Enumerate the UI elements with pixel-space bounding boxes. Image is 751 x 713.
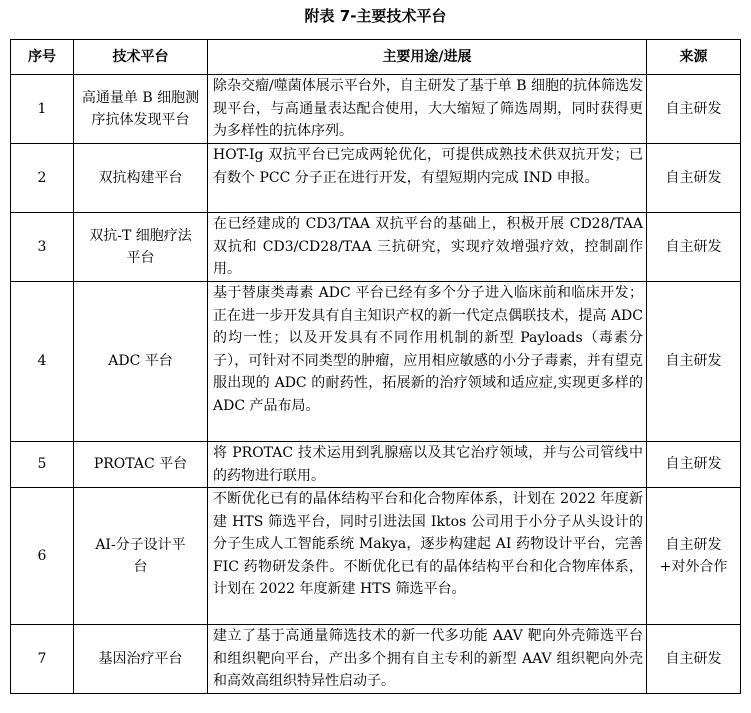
header-platform: 技术平台 — [74, 40, 208, 75]
row-use: 建立了基于高通量筛选技术的新一代多功能 AAV 靶向外壳筛选平台和组织靶向平台，产出多个拥有自主专利的新型 AAV 组织靶向外壳和高效高组织特异性启动子。 — [208, 625, 647, 694]
row-no: 7 — [11, 625, 74, 694]
row-platform: 高通量单 B 细胞测序抗体发现平台 — [74, 75, 208, 144]
row-platform: 双抗-T 细胞疗法平台 — [74, 213, 208, 282]
table-row — [11, 282, 741, 442]
row-use: 基于替康类毒素 ADC 平台已经有多个分子进入临床前和临床开发；正在进一步开发具有自主知识产权的新一代定点偶联技术，提高 ADC 的均一性；以及开发具有不同作用机制的新型 Payloads（毒素分子），可针对不同类型的肿瘤，应用相应敏感的小分子毒素，并有望克服出现的 ADC 的耐药性，拓展新的治疗领域和适应症,实现更多样的 ADC 产品布局。 — [208, 282, 647, 442]
table-title: 附表 7-主要技术平台 — [304, 7, 447, 25]
header-use: 主要用途/进展 — [208, 40, 647, 75]
row-no: 4 — [11, 282, 74, 442]
table-row — [11, 488, 741, 625]
row-platform: PROTAC 平台 — [74, 442, 208, 488]
platform-table — [10, 39, 741, 694]
row-no: 6 — [11, 488, 74, 625]
row-use: 将 PROTAC 技术运用到乳腺癌以及其它治疗领域，并与公司管线中的药物进行联用。 — [208, 442, 647, 488]
row-source: 自主研发 — [647, 144, 741, 213]
row-source: 自主研发 — [647, 75, 741, 144]
table-row — [11, 213, 741, 282]
table-row — [11, 625, 741, 694]
row-use: HOT-Ig 双抗平台已完成两轮优化，可提供成熟技术供双抗开发；已有数个 PCC 分子正在进行开发，有望短期内完成 IND 申报。 — [208, 144, 647, 213]
header-source: 来源 — [647, 40, 741, 75]
row-source: 自主研发+对外合作 — [647, 488, 741, 625]
table-row — [11, 144, 741, 213]
row-use: 除杂交瘤/噬菌体展示平台外，自主研发了基于单 B 细胞的抗体筛选发现平台，与高通量表达配合使用，大大缩短了筛选周期，同时获得更为多样性的抗体序列。 — [208, 75, 647, 144]
row-platform: AI-分子设计平台 — [74, 488, 208, 625]
table-row — [11, 75, 741, 144]
row-source: 自主研发 — [647, 213, 741, 282]
header-no: 序号 — [11, 40, 74, 75]
row-use: 在已经建成的 CD3/TAA 双抗平台的基础上，积极开展 CD28/TAA 双抗和 CD3/CD28/TAA 三抗研究，实现疗效增强疗效，控制副作用。 — [208, 213, 647, 282]
row-no: 5 — [11, 442, 74, 488]
row-no: 3 — [11, 213, 74, 282]
table-header-row — [11, 40, 741, 75]
row-platform: 双抗构建平台 — [74, 144, 208, 213]
row-source: 自主研发 — [647, 625, 741, 694]
row-source: 自主研发 — [647, 282, 741, 442]
row-platform: 基因治疗平台 — [74, 625, 208, 694]
row-no: 1 — [11, 75, 74, 144]
row-use: 不断优化已有的晶体结构平台和化合物库体系，计划在 2022 年度新建 HTS 筛选平台，同时引进法国 Iktos 公司用于小分子从头设计的分子生成人工智能系统 Makya，逐步构建起 AI 药物设计平台，完善 FIC 药物研发条件。不断优化已有的晶体结构平台和化合物库体系，计划在 2022 年度新建 HTS 筛选平台。 — [208, 488, 647, 625]
table-row — [11, 442, 741, 488]
row-platform: ADC 平台 — [74, 282, 208, 442]
row-source: 自主研发 — [647, 442, 741, 488]
row-no: 2 — [11, 144, 74, 213]
